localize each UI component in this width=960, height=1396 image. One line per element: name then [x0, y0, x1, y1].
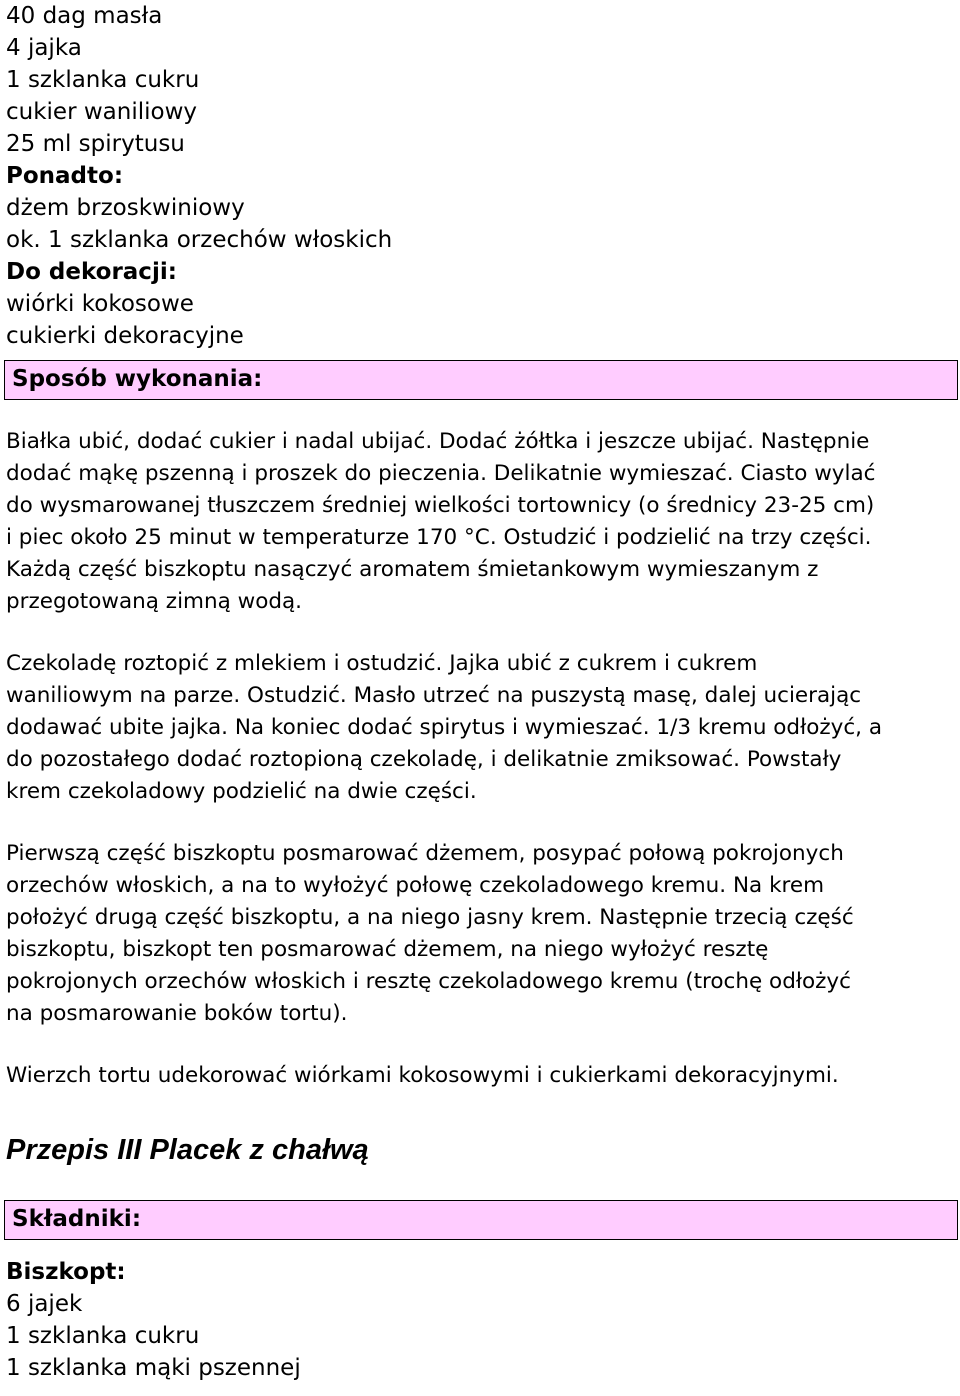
ingredient-item: cukierki dekoracyjne	[6, 323, 244, 349]
paragraph-line: dodać mąkę pszenną i proszek do pieczenia. Delikatnie wymieszać. Ciasto wylać	[6, 461, 876, 486]
method-paragraph	[6, 648, 960, 808]
ingredient-item: wiórki kokosowe	[6, 291, 194, 317]
ingredient-item: 1 szklanka cukru	[6, 67, 200, 93]
ingredient-item: 6 jajek	[6, 1291, 83, 1317]
method-paragraph	[6, 1060, 960, 1092]
paragraph-line: dodawać ubite jajka. Na koniec dodać spirytus i wymieszać. 1/3 kremu odłożyć, a	[6, 715, 883, 740]
paragraph-line: Wierzch tortu udekorować wiórkami kokosowymi i cukierkami dekoracyjnymi.	[6, 1063, 839, 1088]
paragraph-line: pokrojonych orzechów włoskich i resztę czekoladowego kremu (trochę odłożyć	[6, 969, 851, 994]
paragraph-line: Pierwszą część biszkoptu posmarować dżemem, posypać połową pokrojonych	[6, 841, 844, 866]
recipe-title: Przepis III Placek z chałwą	[6, 1134, 369, 1166]
recipe-page	[6, 0, 960, 1384]
ingredient-group-label: Ponadto:	[6, 163, 124, 189]
method-paragraph	[6, 838, 960, 1030]
paragraph-line: Czekoladę roztopić z mlekiem i ostudzić. Jajka ubić z cukrem i cukrem	[6, 651, 758, 676]
ingredient-group-label: Do dekoracji:	[6, 259, 177, 285]
ingredient-item: cukier waniliowy	[6, 99, 197, 125]
ingredient-item: dżem brzoskwiniowy	[6, 195, 245, 221]
method-heading: Sposób wykonania:	[4, 360, 958, 400]
ingredient-group-label: Biszkopt:	[6, 1259, 126, 1285]
paragraph-line: przegotowaną zimną wodą.	[6, 589, 303, 614]
ingredient-item: 25 ml spirytusu	[6, 131, 185, 157]
paragraph-line: biszkoptu, biszkopt ten posmarować dżemem, na niego wyłożyć resztę	[6, 937, 769, 962]
paragraph-line: orzechów włoskich, a na to wyłożyć połowę czekoladowego kremu. Na krem	[6, 873, 825, 898]
paragraph-line: krem czekoladowy podzielić na dwie części.	[6, 779, 477, 804]
paragraph-line: na posmarowanie boków tortu).	[6, 1001, 348, 1026]
method-paragraphs	[6, 426, 960, 1092]
paragraph-line: do pozostałego dodać roztopioną czekoladę, i delikatnie zmiksować. Powstały	[6, 747, 842, 772]
ingredient-list-top	[6, 0, 960, 352]
ingredients-heading: Składniki:	[4, 1200, 958, 1240]
ingredient-list-bottom	[6, 1256, 960, 1384]
method-paragraph	[6, 426, 960, 618]
paragraph-line: i piec około 25 minut w temperaturze 170 °C. Ostudzić i podzielić na trzy części.	[6, 525, 872, 550]
paragraph-line: Białka ubić, dodać cukier i nadal ubijać. Dodać żółtka i jeszcze ubijać. Następnie	[6, 429, 870, 454]
ingredient-item: 1 szklanka mąki pszennej	[6, 1355, 301, 1381]
paragraph-line: Każdą część biszkoptu nasączyć aromatem śmietankowym wymieszanym z	[6, 557, 819, 582]
paragraph-line: położyć drugą część biszkoptu, a na niego jasny krem. Następnie trzecią część	[6, 905, 854, 930]
ingredient-item: 4 jajka	[6, 35, 82, 61]
ingredient-item: 40 dag masła	[6, 3, 163, 29]
paragraph-line: do wysmarowanej tłuszczem średniej wielkości tortownicy (o średnicy 23-25 cm)	[6, 493, 875, 518]
ingredient-item: 1 szklanka cukru	[6, 1323, 200, 1349]
paragraph-line: waniliowym na parze. Ostudzić. Masło utrzeć na puszystą masę, dalej ucierając	[6, 683, 862, 708]
ingredient-item: ok. 1 szklanka orzechów włoskich	[6, 227, 393, 253]
